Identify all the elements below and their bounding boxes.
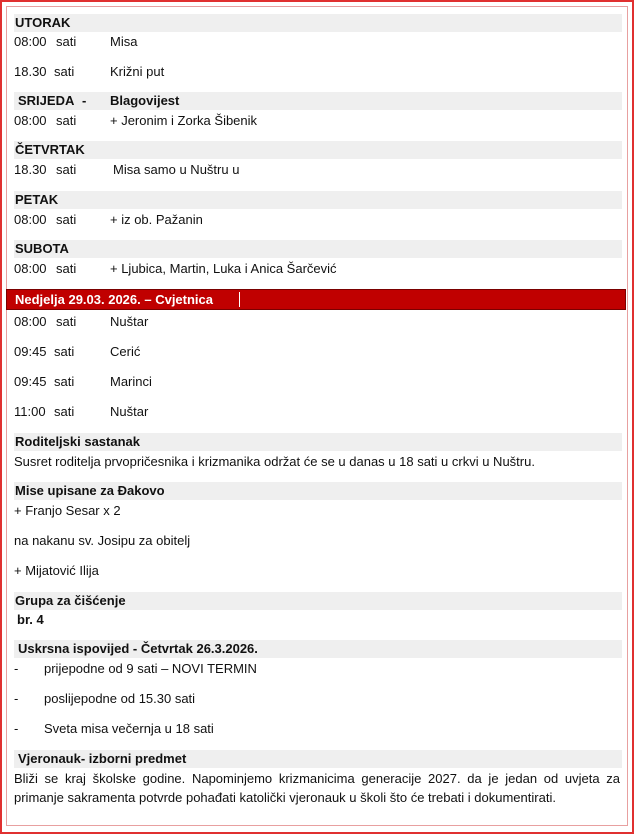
schedule-description: Nuštar xyxy=(110,314,149,329)
time-unit: sati xyxy=(54,64,75,79)
day-name: UTORAK xyxy=(15,15,71,30)
time: 08:00 xyxy=(14,212,47,227)
time: 08:00 xyxy=(14,314,47,329)
section-heading: Roditeljski sastanak xyxy=(15,434,140,449)
time: 18.30 xyxy=(14,64,47,79)
bullet-dash: - xyxy=(14,661,19,676)
schedule-description: + Jeronim i Zorka Šibenik xyxy=(110,113,258,128)
time-unit: sati xyxy=(56,34,77,49)
religion-text: Bliži se kraj školske godine. Napominjemo krizmanicima generacije 2027. da je jedan od uvjeta za primanje sakramenta potvrde pohađati katolički vjeronauk u školi što će trebati i dokumentirati. xyxy=(14,771,620,805)
section-header-religion xyxy=(14,750,622,768)
parents-meeting-text: Susret roditelja prvopričesnika i krizmanika održat će se u danas u 18 sati u crkvi u Nuštru. xyxy=(14,454,535,469)
section-header-masses-dakovo xyxy=(14,482,622,500)
time-unit: sati xyxy=(56,314,77,329)
mass-intention-item: + Franjo Sesar x 2 xyxy=(14,503,121,518)
section-heading: Grupa za čišćenje xyxy=(15,593,126,608)
section-heading: Mise upisane za Đakovo xyxy=(15,483,165,498)
schedule-description: Nuštar xyxy=(110,404,149,419)
day-header-friday xyxy=(14,191,622,209)
day-header-wednesday xyxy=(14,92,622,110)
schedule-description: Križni put xyxy=(110,64,165,79)
time: 08:00 xyxy=(14,34,47,49)
schedule-description: Misa xyxy=(110,34,138,49)
schedule-description: Misa samo u Nuštru u xyxy=(113,162,240,177)
schedule-description: + Ljubica, Martin, Luka i Anica Šarčević xyxy=(110,261,337,276)
section-header-confession xyxy=(14,640,622,658)
time: 08:00 xyxy=(14,261,47,276)
section-header-parents-meeting xyxy=(14,433,622,451)
bullet-dash: - xyxy=(14,721,19,736)
day-separator: - xyxy=(82,93,87,108)
feast-title: Blagovijest xyxy=(110,93,180,108)
time: 11:00 xyxy=(14,404,46,419)
time-unit: sati xyxy=(56,261,77,276)
time-unit: sati xyxy=(56,162,77,177)
day-header-tuesday xyxy=(14,14,622,32)
time: 18.30 xyxy=(14,162,47,177)
sunday-title: Nedjelja 29.03. 2026. – Cvjetnica xyxy=(15,292,214,307)
text-cursor xyxy=(239,292,240,307)
section-heading: Vjeronauk- izborni predmet xyxy=(18,751,187,766)
time: 09:45 xyxy=(14,374,47,389)
section-heading: Uskrsna ispovijed - Četvrtak 26.3.2026. xyxy=(18,641,258,656)
day-name: ČETVRTAK xyxy=(15,142,85,157)
time-unit: sati xyxy=(54,344,75,359)
mass-intention-item: + Mijatović Ilija xyxy=(14,563,99,578)
confession-time: poslijepodne od 15.30 sati xyxy=(44,691,196,706)
time-unit: sati xyxy=(54,374,75,389)
sunday-header xyxy=(6,289,626,310)
time: 08:00 xyxy=(14,113,47,128)
day-header-saturday xyxy=(14,240,622,258)
schedule-description: + iz ob. Pažanin xyxy=(110,212,203,227)
time: 09:45 xyxy=(14,344,47,359)
cleaning-group-value: br. 4 xyxy=(17,612,44,627)
time-unit: sati xyxy=(56,113,77,128)
bullet-dash: - xyxy=(14,691,19,706)
confession-time: prijepodne od 9 sati – NOVI TERMIN xyxy=(44,661,257,676)
day-name: SUBOTA xyxy=(15,241,69,256)
day-name: PETAK xyxy=(15,192,59,207)
confession-time: Sveta misa večernja u 18 sati xyxy=(44,721,214,736)
section-header-cleaning xyxy=(14,592,622,610)
day-name: SRIJEDA xyxy=(18,93,75,108)
time-unit: sati xyxy=(54,404,75,419)
day-header-thursday xyxy=(14,141,622,159)
time-unit: sati xyxy=(56,212,77,227)
schedule-description: Marinci xyxy=(110,374,152,389)
mass-intention-item: na nakanu sv. Josipu za obitelj xyxy=(14,533,191,548)
schedule-description: Cerić xyxy=(110,344,141,359)
